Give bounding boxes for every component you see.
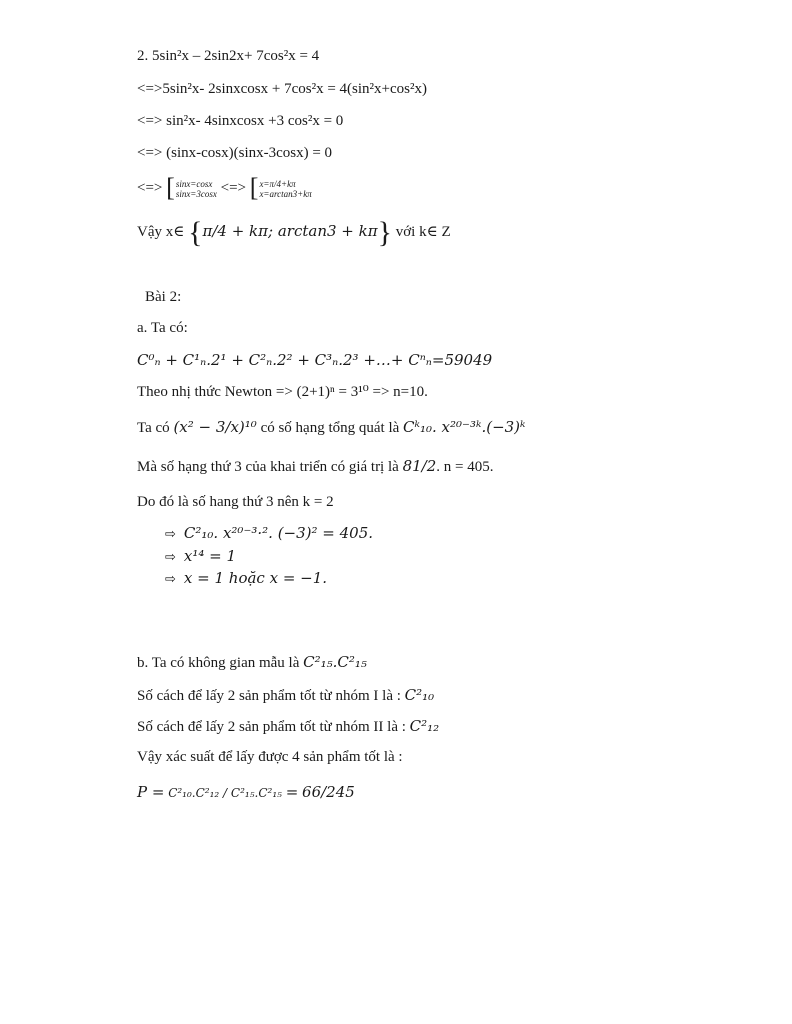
group-2-expr: C²₁₂ bbox=[409, 717, 440, 735]
system-right-1: x=π/4+kπ bbox=[259, 178, 296, 189]
third-term-line bbox=[137, 456, 493, 477]
equivalence-arrow: <=> bbox=[137, 180, 163, 196]
solution-set: π/4 + kπ; arctan3 + kπ bbox=[202, 222, 378, 240]
bracket-icon: [ bbox=[166, 173, 175, 202]
solution-prefix: Vậy x∈ bbox=[137, 224, 185, 240]
general-term-prefix: Ta có bbox=[137, 420, 170, 436]
equation-system bbox=[137, 173, 312, 202]
probability-result: 66/245 bbox=[302, 783, 355, 801]
group-1-expr: C²₁₀ bbox=[404, 686, 435, 704]
k-value-line: Do đó là số hang thứ 3 nên k = 2 bbox=[137, 494, 334, 510]
equation-step-1: <=>5sin²x- 2sinxcosx + 7cos²x = 4(sin²x+cos²x) bbox=[137, 81, 427, 97]
expansion-expr: (x² − 3/x)¹⁰ bbox=[173, 418, 257, 436]
system-right bbox=[259, 179, 311, 199]
left-brace-icon: { bbox=[188, 216, 203, 249]
substep-3-expr: x = 1 hoặc x = −1. bbox=[183, 569, 328, 587]
group-2-prefix: Số cách để lấy 2 sản phẩm tốt từ nhóm II là : bbox=[137, 719, 406, 735]
newton-line: Theo nhị thức Newton => (2+1)ⁿ = 3¹⁰ => n=10. bbox=[137, 384, 428, 400]
bracket-icon-2: [ bbox=[249, 173, 259, 202]
system-left-1: sinx=cosx bbox=[175, 178, 213, 189]
substep-1 bbox=[165, 523, 373, 545]
general-term-line bbox=[137, 417, 526, 438]
third-term-fraction: 81/2 bbox=[402, 457, 437, 475]
third-term-suffix: . n = 405. bbox=[436, 459, 494, 475]
arrow-right-icon: ⇨ bbox=[165, 550, 176, 565]
group-1-prefix: Số cách để lấy 2 sản phẩm tốt từ nhóm I là : bbox=[137, 688, 401, 704]
system-right-2: x=arctan3+kπ bbox=[259, 188, 312, 199]
equation-step-3: <=> (sinx-cosx)(sinx-3cosx) = 0 bbox=[137, 145, 333, 161]
probability-fraction: C²₁₀.C²₁₂ / C²₁₅.C²₁₅ bbox=[168, 786, 282, 800]
equivalence-arrow-2: <=> bbox=[220, 180, 247, 196]
group-1-line bbox=[137, 685, 434, 706]
binomial-sum: C⁰ₙ + C¹ₙ.2¹ + C²ₙ.2² + C³ₙ.2³ +…+ Cⁿₙ=59049 bbox=[137, 351, 493, 369]
substep-1-expr: C²₁₀. x²⁰⁻³·². (−3)² = 405. bbox=[183, 524, 374, 542]
equation-step-2: <=> sin²x- 4sinxcosx +3 cos²x = 0 bbox=[137, 113, 344, 129]
solution-suffix: với k∈ Z bbox=[395, 224, 451, 240]
system-left bbox=[176, 179, 217, 199]
probability-line bbox=[137, 782, 355, 803]
third-term-prefix: Mà số hạng thứ 3 của khai triển có giá trị là bbox=[137, 459, 399, 475]
right-brace-icon: } bbox=[377, 216, 392, 249]
general-term-expr: Cᵏ₁₀. x²⁰⁻³ᵏ.(−3)ᵏ bbox=[403, 418, 526, 436]
substep-3 bbox=[165, 568, 327, 590]
substep-2-expr: x¹⁴ = 1 bbox=[183, 547, 237, 565]
part-a-label: a. Ta có: bbox=[137, 320, 188, 336]
system-left-2: sinx=3cosx bbox=[175, 188, 217, 199]
equation-title: 2. 5sin²x – 2sin2x+ 7cos²x = 4 bbox=[137, 48, 320, 64]
arrow-right-icon: ⇨ bbox=[165, 527, 176, 542]
part-b-line bbox=[137, 652, 367, 673]
sample-space-expr: C²₁₅.C²₁₅ bbox=[303, 653, 367, 671]
probability-lhs: P = bbox=[137, 783, 165, 801]
probability-intro: Vậy xác suất để lấy được 4 sản phẩm tốt là : bbox=[137, 749, 403, 765]
substep-2 bbox=[165, 546, 236, 568]
equals-sign: = bbox=[285, 783, 299, 801]
general-term-mid: có số hạng tổng quát là bbox=[260, 420, 400, 436]
group-2-line bbox=[137, 716, 439, 737]
solution-set-line bbox=[137, 216, 451, 249]
section-heading: Bài 2: bbox=[145, 289, 182, 305]
arrow-right-icon: ⇨ bbox=[165, 572, 176, 587]
sample-space-prefix: b. Ta có không gian mẫu là bbox=[137, 655, 300, 671]
